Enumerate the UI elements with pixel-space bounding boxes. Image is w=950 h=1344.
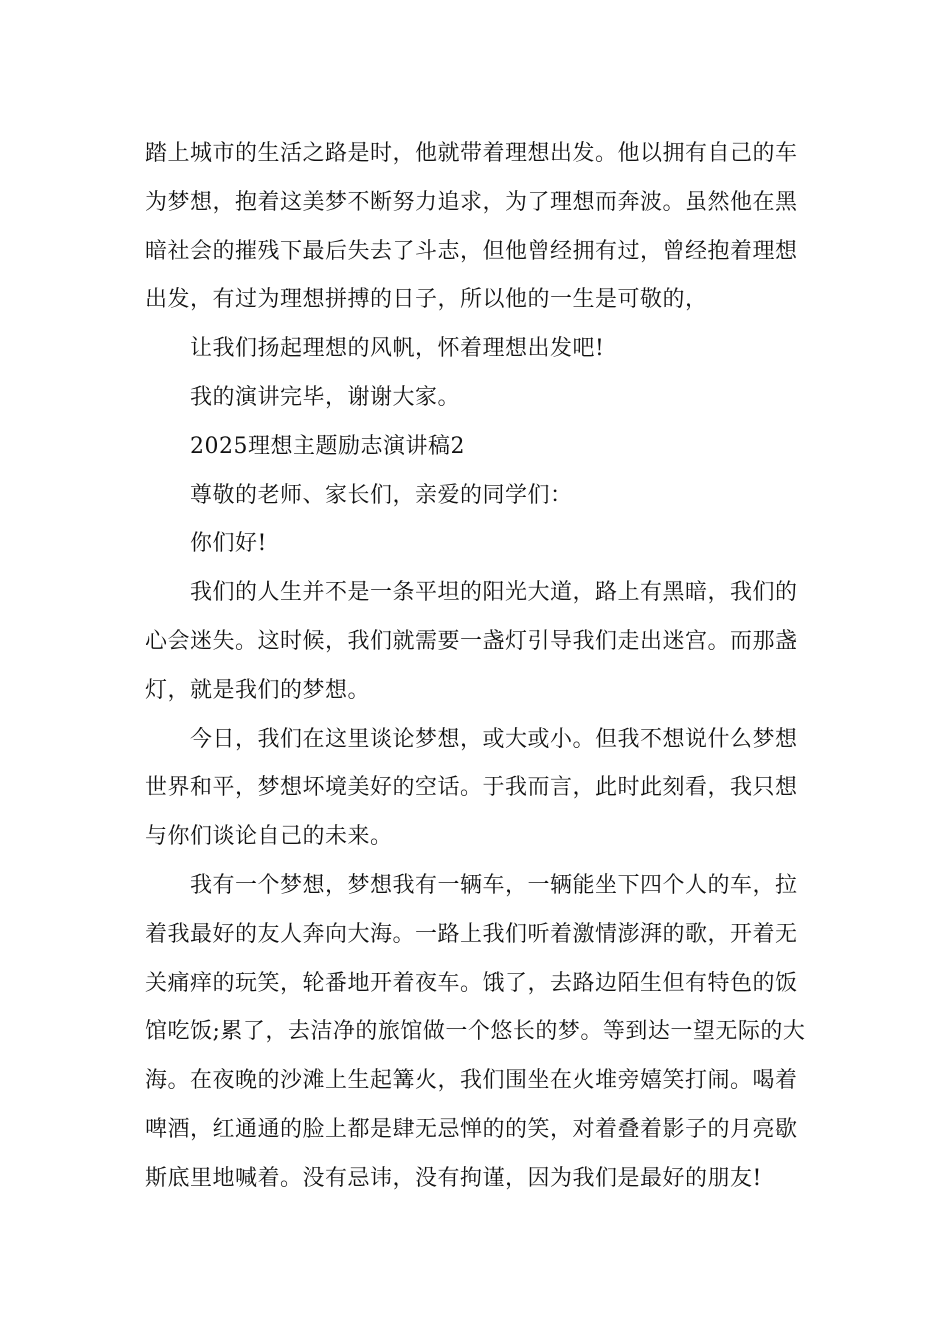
salutation: 尊敬的老师、家长们，亲爱的同学们： (190, 482, 573, 508)
paragraph-line: 我的演讲完毕，谢谢大家。 (190, 384, 461, 410)
paragraph-line: 灯，就是我们的梦想。 (145, 677, 371, 703)
paragraph-line: 为梦想，抱着这美梦不断努力追求，为了理想而奔波。虽然他在黑 (145, 189, 798, 215)
paragraph-line: 啤酒，红通通的脸上都是肆无忌惮的的笑，对着叠着影子的月亮歇 (145, 1116, 798, 1142)
paragraph-line: 我们的人生并不是一条平坦的阳光大道，路上有黑暗，我们的 (190, 580, 798, 606)
paragraph-line: 关痛痒的玩笑，轮番地开着夜车。饿了，去路边陌生但有特色的饭 (145, 970, 798, 996)
paragraph-line: 着我最好的友人奔向大海。一路上我们听着激情澎湃的歌，开着无 (145, 921, 798, 947)
paragraph-line: 与你们谈论自己的未来。 (145, 824, 393, 850)
paragraph-line: 出发，有过为理想拼搏的日子，所以他的一生是可敬的， (145, 287, 708, 313)
paragraph-line: 暗社会的摧残下最后失去了斗志，但他曾经拥有过，曾经抱着理想 (145, 238, 798, 264)
paragraph-line: 心会迷失。这时候，我们就需要一盏灯引导我们走出迷宫。而那盏 (145, 628, 798, 654)
paragraph-line: 让我们扬起理想的风帆，怀着理想出发吧! (190, 336, 605, 362)
paragraph-line: 馆吃饭;累了，去洁净的旅馆做一个悠长的梦。等到达一望无际的大 (145, 1019, 806, 1045)
paragraph-line: 踏上城市的生活之路是时，他就带着理想出发。他以拥有自己的车 (145, 141, 798, 166)
paragraph-line: 世界和平，梦想坏境美好的空话。于我而言，此时此刻看，我只想 (145, 775, 798, 801)
paragraph-line: 我有一个梦想，梦想我有一辆车，一辆能坐下四个人的车，拉 (190, 872, 798, 898)
paragraph-line: 今日，我们在这里谈论梦想，或大或小。但我不想说什么梦想 (190, 726, 798, 752)
document-body (145, 130, 805, 1204)
section-title: 2025理想主题励志演讲稿2 (190, 433, 465, 459)
paragraph-line: 海。在夜晚的沙滩上生起篝火，我们围坐在火堆旁嬉笑打闹。喝着 (145, 1068, 798, 1094)
greeting: 你们好! (190, 531, 267, 557)
paragraph-line: 斯底里地喊着。没有忌讳，没有拘谨，因为我们是最好的朋友! (145, 1165, 762, 1191)
